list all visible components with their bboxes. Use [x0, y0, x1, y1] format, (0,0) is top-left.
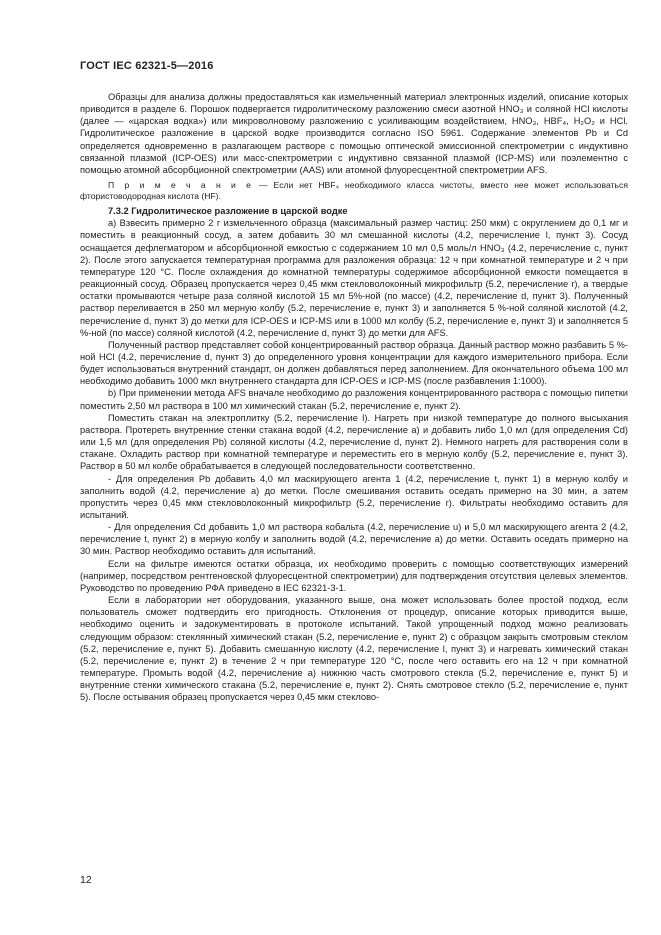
paragraph-hotplate: Поместить стакан на электроплитку (5.2, перечисление l). Нагреть при низкой температуре до полного высыхания раствора. Протереть внутренние стенки стакана водой (4.2, перечисление а) и добавить либо 1,0 мл (для определения Cd) или 1,5 мл (для определения Pb) соляной кислоты (4.2, перечисление d, пункт 2). Немного нагреть для растворения соли в стакане. Охладить раствор при комнатной температуре и переместить его в мерную колбу (5.2, перечисление е, пункт 3). Раствор в 50 мл колбе обрабатывается в следующей последовательности соответственно. [80, 412, 628, 472]
paragraph-concentrated-solution: Полученный раствор представляет собой концентрированный раствор образца. Данный раствор можно разбавить 5 %-ной HCl (4.2, перечисление d, пункт 3) до определенного уровня концентрации для каждого измерительного прибора. Если будет использоваться внутренний стандарт, он должен добавляться перед заполнением. Для окончательного объема 100 мл необходимо добавить 1000 мкл внутреннего стандарта для ICP-OES и ICP-MS (после разбавления 1:1000). [80, 339, 628, 387]
page-number: 12 [80, 874, 92, 886]
note [80, 180, 628, 202]
section-heading-7-3-2: 7.3.2 Гидролитическое разложение в царской водке [108, 206, 348, 217]
document-body [80, 91, 628, 704]
paragraph-step-b: b) При применении метода AFS вначале необходимо до разложения концентрированного раствора с помощью пипетки поместить 2,50 мл раствора в 100 мл химический стакан (5.2, перечисление е, пункт 2). [80, 388, 628, 411]
note-label: П р и м е ч а н и е [108, 180, 254, 191]
paragraph-pb-determination: - Для определения Pb добавить 4,0 мл маскирующего агента 1 (4.2, перечисление t, пункт 1) в мерную колбу и заполнить водой (4.2, перечисление а) до метки. После смешивания оставить оседать примерно на 30 мин, а затем пропустить через 0,45 мкм стекловолоконный микрофильтр (5.2, перечисление r). Фильтраты необходимо оставить для испытаний. [80, 473, 628, 520]
paragraph-step-a: а) Взвесить примерно 2 г измельченного образца (максимальный размер частиц: 250 мкм) с округлением до 0,1 мг и поместить в реакционный сосуд, а затем добавить 30 мл смешанной кислоты (4.2, перечисление l, пункт 3). Сосуд оснащается дефлегматором и абсорбционной емкостью с содержанием 10 мл 0,5 моль/л HNO₃ (4.2, перечисление с, пункт 2). После этого запускается температурная программа для разложения образца: 12 ч при комнатной температуре и 2 ч при температуре 120 °С. После охлаждения до комнатной температуры содержимое абсорбционной емкости помещается в реакционный сосуд. Образец пропускается через 0,45 мкм стекловолоконный микрофильтр (5.2, перечисление r), а твердые остатки промываются четыре раза соляной кислотой 15 мл 5%-ной (по массе) (4.2, перечисление d, пункт 3). Полученный раствор переливается в 250 мл мерную колбу (5.2, перечисление е, пункт 3) и заполняется 5 %-ной соляной кислотой (4.2, перечисление d, пункт 3) до метки для ICP-OES и ICP-MS или в 1000 мл колбу (5.2, перечисление е, пункт 3) и заполняется 5 %-ной (по массе) соляной кислотой (4.2, перечисление d, пункт 3) до метки для AFS. [80, 218, 628, 338]
paragraph-simplified-approach: Если в лаборатории нет оборудования, указанного выше, она может использовать более простой подход, если пользователь сможет подтвердить его пригодность. Отклонения от процедур, описание которых приводится выше, необходимо оценить и задокументировать в протоколе испытаний. Такой упрощенный подход можно реализовать следующим образом: стеклянный химический стакан (5.2, перечисление е, пункт 2) с образцом закрыть смотровым стеклом (5.2, перечисление е, пункт 5). Добавить смешанную кислоту (4.2, перечисление l, пункт 3) и нагревать химический стакан (5.2, перечисление е, пункт 2) в течение 2 ч при температуре 120 °С, после чего оставить его на 12 ч при комнатной температуре. Промыть водой (4.2, перечисление а) нижнюю часть смотрового стекла (5.2, перечисление е, пункт 5) и внутренние стенки химического стакана (5.2, перечисление е, пункт 2). Снять смотровое стекло (5.2, перечисление е, пункт 5). После остывания образец пропускается через 0,45 мкм стеклово- [80, 595, 628, 703]
paragraph-filter-residue: Если на фильтре имеются остатки образца, их необходимо проверить с помощью соответствующих измерений (например, посредством рентгеновской флуоресцентной спектрометрии) для подтверждения отсутствия целевых элементов. Руководство по проведению РФА приведено в IEC 62321-3-1. [80, 558, 628, 593]
note-text: — Если нет HBF₄ необходимого класса чистоты, вместо нее может использоваться фтористоводородная кислота (HF). [80, 180, 628, 202]
page-header-standard-title: ГОСТ IEC 62321-5—2016 [80, 60, 214, 72]
paragraph-sample-description: Образцы для анализа должны предоставляться как измельченный материал электронных изделий, описание которых приводится в разделе 6. Порошок подвергается гидролитическому разложению смеси азотной HNO₃ и соляной HCl кислоты (далее — «царская водка») или микроволновому разложению с усиливающим воздействием, HNO₃, HBF₄, H₂O₂ и HCl. Гидролитическое разложение в царской водке производится согласно ISO 5961. Содержание элементов Pb и Cd определяется одновременно в разлагающем растворе с помощью оптической эмиссионной спектрометрии с индуктивно связанной плазмой (ICP-OES) или масс-спектрометрии с индуктивно связанной плазмой (ICP-MS) или поэлементно с помощью атомной абсорбционной спектрометрии (AAS) или атомной флуоресцентной спектрометрии AFS. [80, 92, 628, 175]
paragraph-cd-determination: - Для определения Cd добавить 1,0 мл раствора кобальта (4.2, перечисление u) и 5,0 мл маскирующего агента 2 (4.2, перечисление t, пункт 2) в мерную колбу и заполнить водой (4.2, перечисление а) до метки. Оставить оседать примерно на 30 мин. Раствор необходимо оставить для испытаний. [80, 522, 628, 557]
